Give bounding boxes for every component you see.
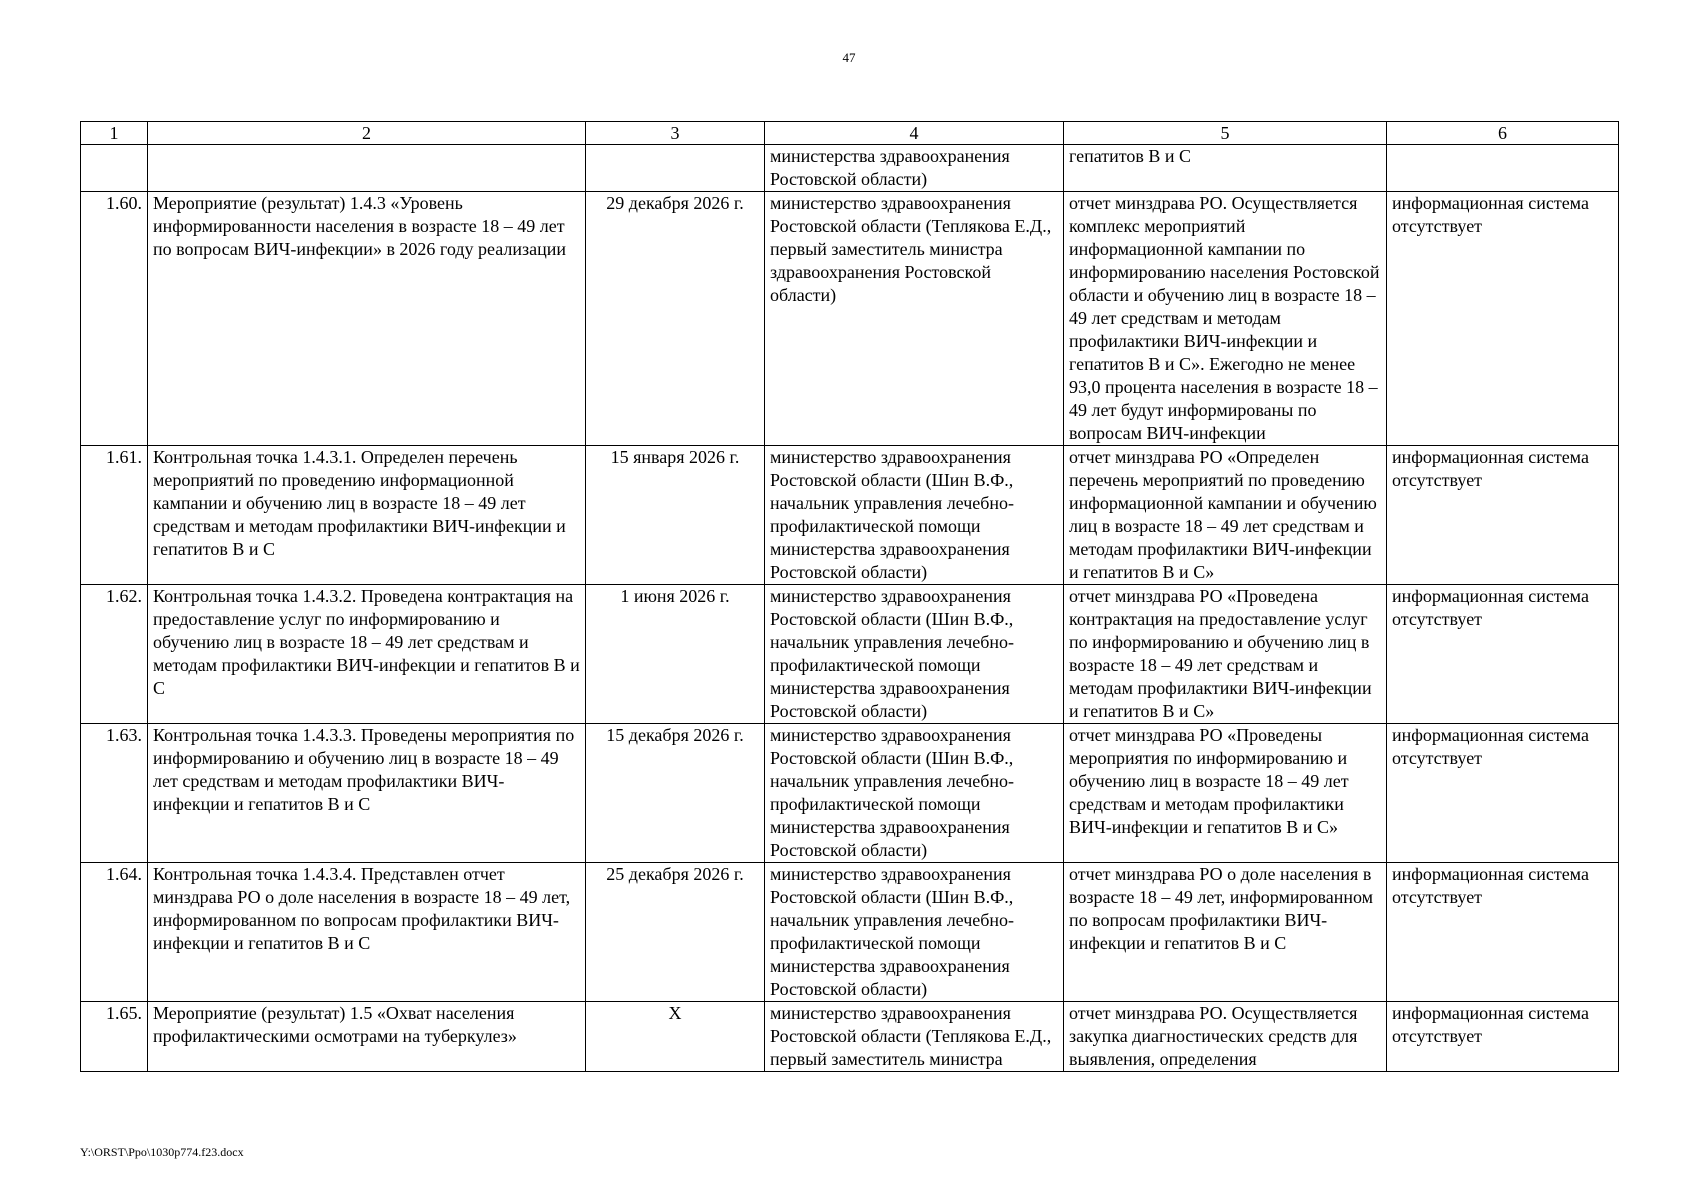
row-number: 1.63. [81,724,148,863]
info-system-cell [1387,145,1619,192]
info-system-cell: информационная система отсутствует [1387,1002,1619,1072]
report-cell: гепатитов В и С [1064,145,1387,192]
table-row [81,192,1619,446]
responsible-cell: министерство здравоохранения Ростовской области (Теплякова Е.Д., первый заместитель министра здравоохранения Ростовской области) [765,192,1064,446]
responsible-cell: министерство здравоохранения Ростовской области (Шин В.Ф., начальник управления лечебно-профилактической помощи министерства здравоохранения Ростовской области) [765,724,1064,863]
table-row [81,1002,1619,1072]
event-cell: Мероприятие (результат) 1.4.3 «Уровень информированности населения в возрасте 18 – 49 лет по вопросам ВИЧ-инфекции» в 2026 году реализации [148,192,586,446]
event-cell: Контрольная точка 1.4.3.4. Представлен отчет минздрава РО о доле населения в возрасте 18 – 49 лет, информированном по вопросам профилактики ВИЧ-инфекции и гепатитов В и С [148,863,586,1002]
responsible-cell: министерство здравоохранения Ростовской области (Шин В.Ф., начальник управления лечебно-профилактической помощи министерства здравоохранения Ростовской области) [765,585,1064,724]
measures-table [80,121,1619,1072]
report-cell: отчет минздрава РО о доле населения в возрасте 18 – 49 лет, информированном по вопросам профилактики ВИЧ-инфекции и гепатитов В и С [1064,863,1387,1002]
info-system-cell: информационная система отсутствует [1387,446,1619,585]
info-system-cell: информационная система отсутствует [1387,192,1619,446]
column-number-row [81,122,1619,145]
responsible-cell: министерство здравоохранения Ростовской области (Теплякова Е.Д., первый заместитель министра [765,1002,1064,1072]
table-row [81,145,1619,192]
responsible-cell: министерство здравоохранения Ростовской области (Шин В.Ф., начальник управления лечебно-профилактической помощи министерства здравоохранения Ростовской области) [765,863,1064,1002]
column-number: 3 [586,122,765,145]
column-number: 4 [765,122,1064,145]
responsible-cell: министерства здравоохранения Ростовской области) [765,145,1064,192]
row-number [81,145,148,192]
report-cell: отчет минздрава РО «Определен перечень мероприятий по проведению информационной кампании и обучению лиц в возрасте 18 – 49 лет средствам и методам профилактики ВИЧ-инфекции и гепатитов В и С» [1064,446,1387,585]
row-number: 1.64. [81,863,148,1002]
event-cell: Контрольная точка 1.4.3.2. Проведена контрактация на предоставление услуг по информированию и обучению лиц в возрасте 18 – 49 лет средствам и методам профилактики ВИЧ-инфекции и гепатитов В и С [148,585,586,724]
event-cell: Контрольная точка 1.4.3.3. Проведены мероприятия по информированию и обучению лиц в возрасте 18 – 49 лет средствам и методам профилактики ВИЧ-инфекции и гепатитов В и С [148,724,586,863]
row-number: 1.62. [81,585,148,724]
date-cell: 25 декабря 2026 г. [586,863,765,1002]
date-cell: 29 декабря 2026 г. [586,192,765,446]
row-number: 1.60. [81,192,148,446]
column-number: 2 [148,122,586,145]
date-cell: 1 июня 2026 г. [586,585,765,724]
table-row [81,585,1619,724]
file-path-footer: Y:\ORST\Ppo\1030p774.f23.docx [80,1145,244,1159]
column-number: 1 [81,122,148,145]
column-number: 5 [1064,122,1387,145]
event-cell: Мероприятие (результат) 1.5 «Охват населения профилактическими осмотрами на туберкулез» [148,1002,586,1072]
table-row [81,446,1619,585]
table-row [81,724,1619,863]
info-system-cell: информационная система отсутствует [1387,585,1619,724]
date-cell: 15 декабря 2026 г. [586,724,765,863]
event-cell [148,145,586,192]
date-cell: 15 января 2026 г. [586,446,765,585]
row-number: 1.65. [81,1002,148,1072]
event-cell: Контрольная точка 1.4.3.1. Определен перечень мероприятий по проведению информационной кампании и обучению лиц в возрасте 18 – 49 лет средствам и методам профилактики ВИЧ-инфекции и гепатитов В и С [148,446,586,585]
date-cell [586,145,765,192]
column-number: 6 [1387,122,1619,145]
report-cell: отчет минздрава РО «Проведены мероприятия по информированию и обучению лиц в возрасте 18 – 49 лет средствам и методам профилактики ВИЧ-инфекции и гепатитов В и С» [1064,724,1387,863]
page-number: 47 [842,50,856,65]
info-system-cell: информационная система отсутствует [1387,863,1619,1002]
report-cell: отчет минздрава РО. Осуществляется закупка диагностических средств для выявления, определения [1064,1002,1387,1072]
report-cell: отчет минздрава РО. Осуществляется комплекс мероприятий информационной кампании по информированию населения Ростовской области и обучению лиц в возрасте 18 – 49 лет средствам и методам профилактики ВИЧ-инфекции и гепатитов В и С». Ежегодно не менее 93,0 процента населения в возрасте 18 – 49 лет будут информированы по вопросам ВИЧ-инфекции [1064,192,1387,446]
date-cell: X [586,1002,765,1072]
report-cell: отчет минздрава РО «Проведена контрактация на предоставление услуг по информированию и обучению лиц в возрасте 18 – 49 лет средствам и методам профилактики ВИЧ-инфекции и гепатитов В и С» [1064,585,1387,724]
table-row [81,863,1619,1002]
info-system-cell: информационная система отсутствует [1387,724,1619,863]
responsible-cell: министерство здравоохранения Ростовской области (Шин В.Ф., начальник управления лечебно-профилактической помощи министерства здравоохранения Ростовской области) [765,446,1064,585]
row-number: 1.61. [81,446,148,585]
